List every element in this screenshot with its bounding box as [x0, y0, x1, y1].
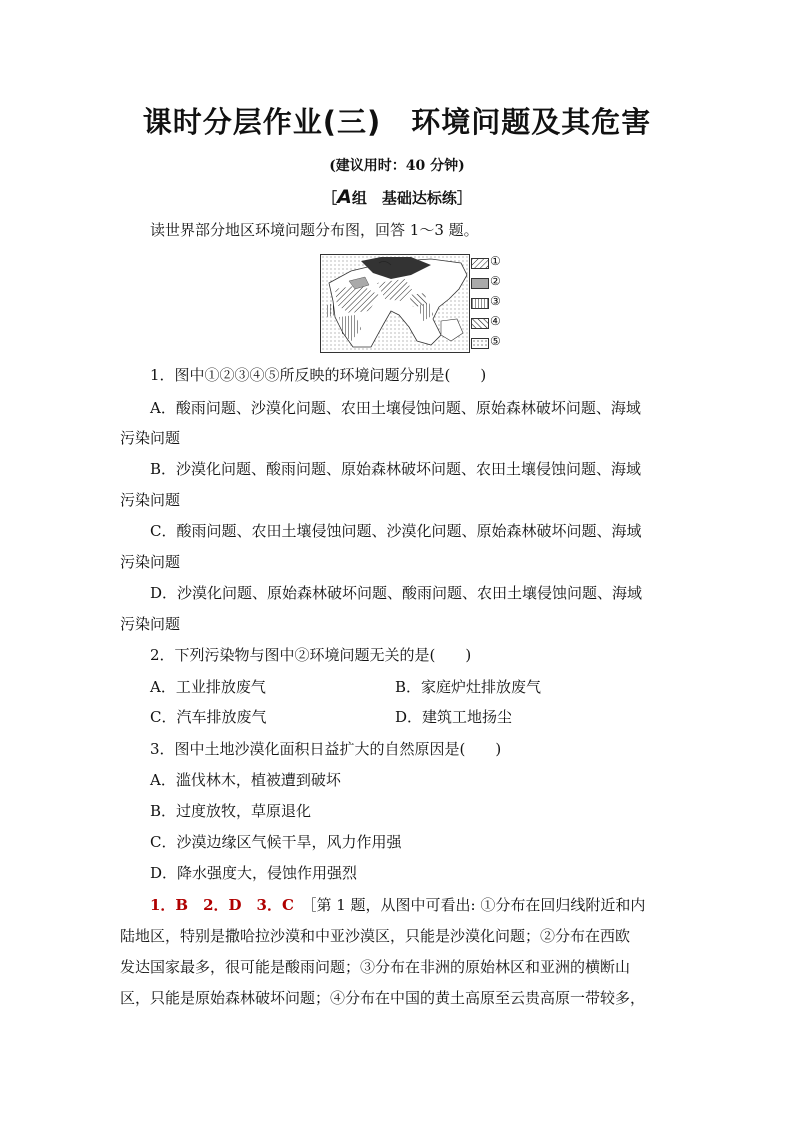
q1-option-b-cont: 污染问题 [120, 491, 181, 509]
q2-option-d: D．建筑工地扬尘 [395, 708, 513, 726]
answer-line-4: 区，只能是原始森林破坏问题；④分布在中国的黄土高原至云贵高原一带较多， [120, 989, 646, 1007]
q1-option-a-cont: 污染问题 [120, 429, 181, 447]
intro-text: 读世界部分地区环境问题分布图，回答 1～3 题。 [150, 221, 479, 239]
suggested-time: (建议用时：40 分钟) [329, 158, 465, 174]
explanation-start: ［第 1 题，从图中可看出: ①分布在回归线附近和内 [308, 896, 646, 914]
legend-swatch-gray [471, 278, 489, 289]
page-title [0, 100, 794, 141]
q2-option-b: B．家庭炉灶排放废气 [395, 678, 542, 696]
question-3-stem: 3．图中土地沙漠化面积日益扩大的自然原因是( ) [150, 740, 502, 758]
answer-line-3: 发达国家最多，很可能是酸雨问题；③分布在非洲的原始林区和亚洲的横断山 [120, 958, 631, 976]
answer-line-1 [150, 895, 680, 915]
q2-option-a: A．工业排放废气 [150, 678, 266, 696]
legend-swatch-dots [471, 338, 489, 349]
group-label: 组 基础达标练 [351, 189, 457, 207]
group-heading: ［A组 基础达标练］ [322, 186, 472, 208]
q3-option-b: B．过度放牧，草原退化 [150, 802, 312, 820]
question-1-stem: 1．图中①②③④⑤所反映的环境问题分别是( ) [150, 366, 487, 384]
world-map-image [321, 255, 469, 352]
q3-option-a: A．滥伐林木，植被遭到破坏 [150, 771, 341, 789]
title-part-1: 课时分层作业(三) [142, 105, 382, 139]
title-part-2: 环境问题及其危害 [411, 105, 652, 139]
legend-item-1: ① [471, 256, 521, 270]
answer-line-2: 陆地区，特别是撒哈拉沙漠和中亚沙漠区，只能是沙漠化问题；②分布在西欧 [120, 927, 631, 945]
map-legend [471, 254, 521, 354]
legend-item-5: ⑤ [471, 336, 521, 350]
answer-keys: 1．B 2．D 3．C [150, 896, 294, 914]
legend-swatch-diagonal [471, 318, 489, 329]
q1-option-c: C．酸雨问题、农田土壤侵蚀问题、沙漠化问题、原始森林破坏问题、海域 [150, 522, 642, 540]
q1-option-d: D．沙漠化问题、原始森林破坏问题、酸雨问题、农田土壤侵蚀问题、海域 [150, 584, 643, 602]
q2-option-c: C．汽车排放废气 [150, 708, 267, 726]
q1-option-c-cont: 污染问题 [120, 553, 181, 571]
environment-problem-map [320, 254, 470, 353]
q1-option-b: B．沙漠化问题、酸雨问题、原始森林破坏问题、农田土壤侵蚀问题、海域 [150, 460, 642, 478]
legend-item-4: ④ [471, 316, 521, 330]
q1-option-d-cont: 污染问题 [120, 615, 181, 633]
legend-item-3: ③ [471, 296, 521, 310]
group-letter: A [337, 186, 352, 208]
legend-swatch-vertical [471, 298, 489, 309]
q3-option-c: C．沙漠边缘区气候干旱，风力作用强 [150, 833, 402, 851]
q1-option-a: A．酸雨问题、沙漠化问题、农田土壤侵蚀问题、原始森林破坏问题、海域 [150, 399, 641, 417]
question-2-stem: 2．下列污染物与图中②环境问题无关的是( ) [150, 646, 472, 664]
q3-option-d: D．降水强度大，侵蚀作用强烈 [150, 864, 358, 882]
legend-swatch-hatch [471, 258, 489, 269]
legend-item-2: ② [471, 276, 521, 290]
